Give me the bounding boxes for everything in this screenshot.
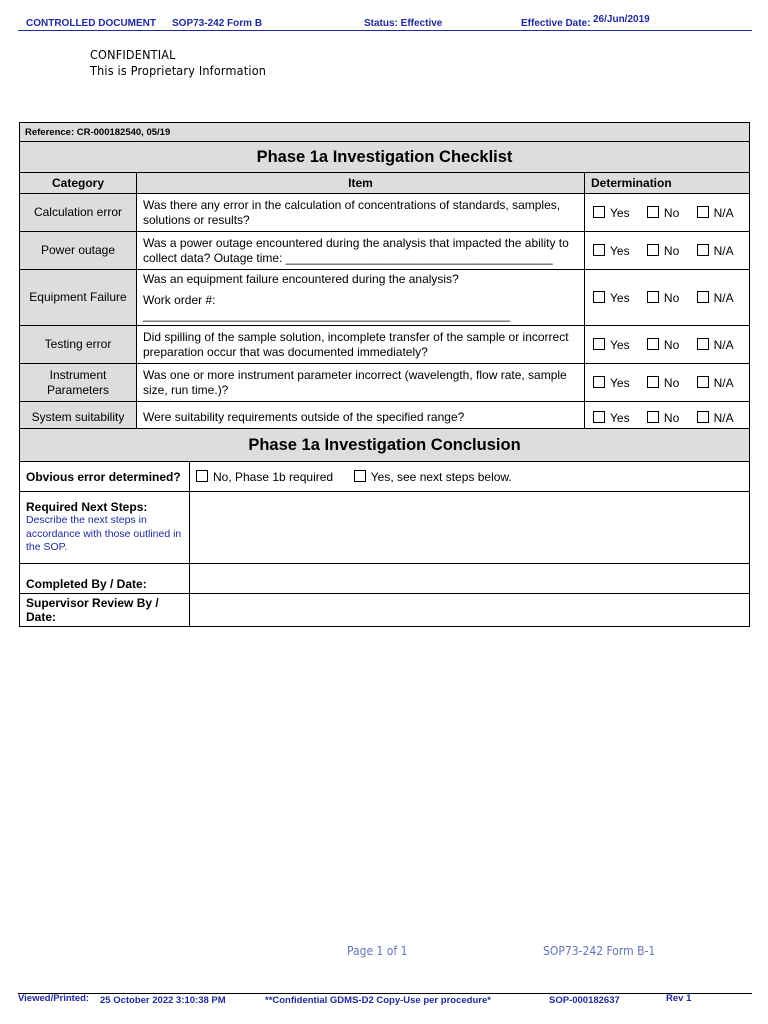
row-item: Was one or more instrument parameter incorrect (wavelength, flow rate, sample size, run time.)? — [137, 364, 585, 402]
row-item: Was there any error in the calculation of concentrations of standards, samples, solutions or results? — [137, 194, 585, 232]
no-label: No — [663, 410, 680, 425]
form-reference: SOP73-242 Form B-1 — [543, 944, 656, 958]
row-determination — [585, 194, 750, 232]
completed-by-field[interactable] — [190, 564, 750, 594]
row-item: Were suitability requirements outside of the specified range? — [137, 402, 585, 434]
yes-checkbox[interactable] — [593, 206, 605, 218]
na-checkbox[interactable] — [697, 376, 709, 388]
table-row — [20, 232, 750, 270]
yes-checkbox[interactable] — [593, 244, 605, 256]
investigation-checklist-table — [19, 122, 750, 434]
document-header — [18, 14, 752, 31]
status-label: Status: Effective — [364, 18, 443, 29]
no-label: No — [663, 290, 680, 305]
yes-checkbox[interactable] — [593, 291, 605, 303]
no-checkbox[interactable] — [647, 291, 659, 303]
yes-checkbox[interactable] — [593, 338, 605, 350]
table-row — [20, 270, 750, 326]
na-checkbox[interactable] — [697, 411, 709, 423]
row-item: Was a power outage encountered during the analysis that impacted the ability to collect data? Outage time: ________________________________________ — [137, 232, 585, 270]
table-row — [20, 364, 750, 402]
row-category: System suitability — [20, 402, 137, 434]
form-number: SOP73-242 Form B — [172, 18, 263, 29]
yes-label: Yes — [610, 375, 630, 390]
no-label: No — [663, 375, 680, 390]
row-item: Did spilling of the sample solution, incomplete transfer of the sample or incorrect preparation occur that was documented immediately? — [137, 326, 585, 364]
column-header-item: Item — [137, 173, 585, 194]
next-steps-label: Required Next Steps: — [26, 500, 148, 514]
row-category: Power outage — [20, 232, 137, 270]
confidential-copy-notice: **Confidential GDMS-D2 Copy-Use per procedure* — [265, 995, 491, 1006]
completed-by-label: Completed By / Date: — [20, 564, 190, 594]
na-label: N/A — [713, 205, 734, 220]
viewed-printed-label: Viewed/Printed: — [18, 993, 90, 1004]
na-label: N/A — [713, 337, 734, 352]
yes-next-steps-checkbox[interactable] — [354, 470, 366, 482]
row-determination — [585, 364, 750, 402]
no-phase-1b-checkbox[interactable] — [196, 470, 208, 482]
viewed-printed-date: 25 October 2022 3:10:38 PM — [100, 995, 226, 1006]
confidential-line2: This is Proprietary Information — [90, 63, 267, 78]
no-label: No — [663, 243, 680, 258]
na-label: N/A — [713, 290, 734, 305]
na-checkbox[interactable] — [697, 291, 709, 303]
no-phase-1b-label: No, Phase 1b required — [213, 469, 334, 484]
row-category: Testing error — [20, 326, 137, 364]
no-checkbox[interactable] — [647, 338, 659, 350]
work-order-field[interactable]: Work order #: _______________________________________________________ — [143, 293, 511, 322]
table-row — [20, 194, 750, 232]
supervisor-review-label: Supervisor Review By / Date: — [20, 594, 190, 627]
effective-date: 26/Jun/2019 — [593, 14, 650, 25]
yes-label: Yes — [610, 290, 630, 305]
supervisor-review-field[interactable] — [190, 594, 750, 627]
yes-checkbox[interactable] — [593, 376, 605, 388]
yes-label: Yes — [610, 410, 630, 425]
page-number: Page 1 of 1 — [347, 944, 408, 958]
row-category: Equipment Failure — [20, 270, 137, 326]
no-label: No — [663, 337, 680, 352]
no-checkbox[interactable] — [647, 244, 659, 256]
print-footer — [18, 993, 752, 1014]
row-item — [137, 270, 585, 326]
investigation-conclusion-table — [19, 428, 750, 627]
confidential-line1: CONFIDENTIAL — [90, 47, 176, 62]
na-checkbox[interactable] — [697, 244, 709, 256]
yes-label: Yes — [610, 243, 630, 258]
na-label: N/A — [713, 410, 734, 425]
yes-label: Yes — [610, 337, 630, 352]
yes-next-steps-label: Yes, see next steps below. — [370, 469, 512, 484]
na-checkbox[interactable] — [697, 338, 709, 350]
na-label: N/A — [713, 375, 734, 390]
controlled-document-label: CONTROLLED DOCUMENT — [26, 18, 156, 29]
obvious-error-label: Obvious error determined? — [20, 462, 190, 492]
column-header-determination: Determination — [585, 173, 750, 194]
row-determination — [585, 326, 750, 364]
na-label: N/A — [713, 243, 734, 258]
row-category: Calculation error — [20, 194, 137, 232]
checklist-title: Phase 1a Investigation Checklist — [20, 142, 750, 173]
table-row — [20, 326, 750, 364]
yes-checkbox[interactable] — [593, 411, 605, 423]
effective-date-label: Effective Date: — [521, 18, 591, 29]
row-determination — [585, 270, 750, 326]
reference-number: Reference: CR-000182540, 05/19 — [20, 123, 750, 142]
revision: Rev 1 — [666, 993, 692, 1004]
no-checkbox[interactable] — [647, 206, 659, 218]
row-determination — [585, 232, 750, 270]
no-label: No — [663, 205, 680, 220]
next-steps-description: Describe the next steps in accordance with those outlined in the SOP. — [26, 514, 182, 553]
next-steps-field[interactable] — [190, 492, 750, 564]
row-category: Instrument Parameters — [20, 364, 137, 402]
na-checkbox[interactable] — [697, 206, 709, 218]
conclusion-title: Phase 1a Investigation Conclusion — [20, 429, 750, 462]
row-item-question: Was an equipment failure encountered during the analysis? — [143, 272, 459, 286]
yes-label: Yes — [610, 205, 630, 220]
no-checkbox[interactable] — [647, 376, 659, 388]
obvious-error-options — [190, 462, 750, 492]
column-header-category: Category — [20, 173, 137, 194]
next-steps-cell — [20, 492, 190, 564]
confidential-notice — [90, 47, 266, 79]
sop-number: SOP-000182637 — [549, 995, 620, 1006]
no-checkbox[interactable] — [647, 411, 659, 423]
